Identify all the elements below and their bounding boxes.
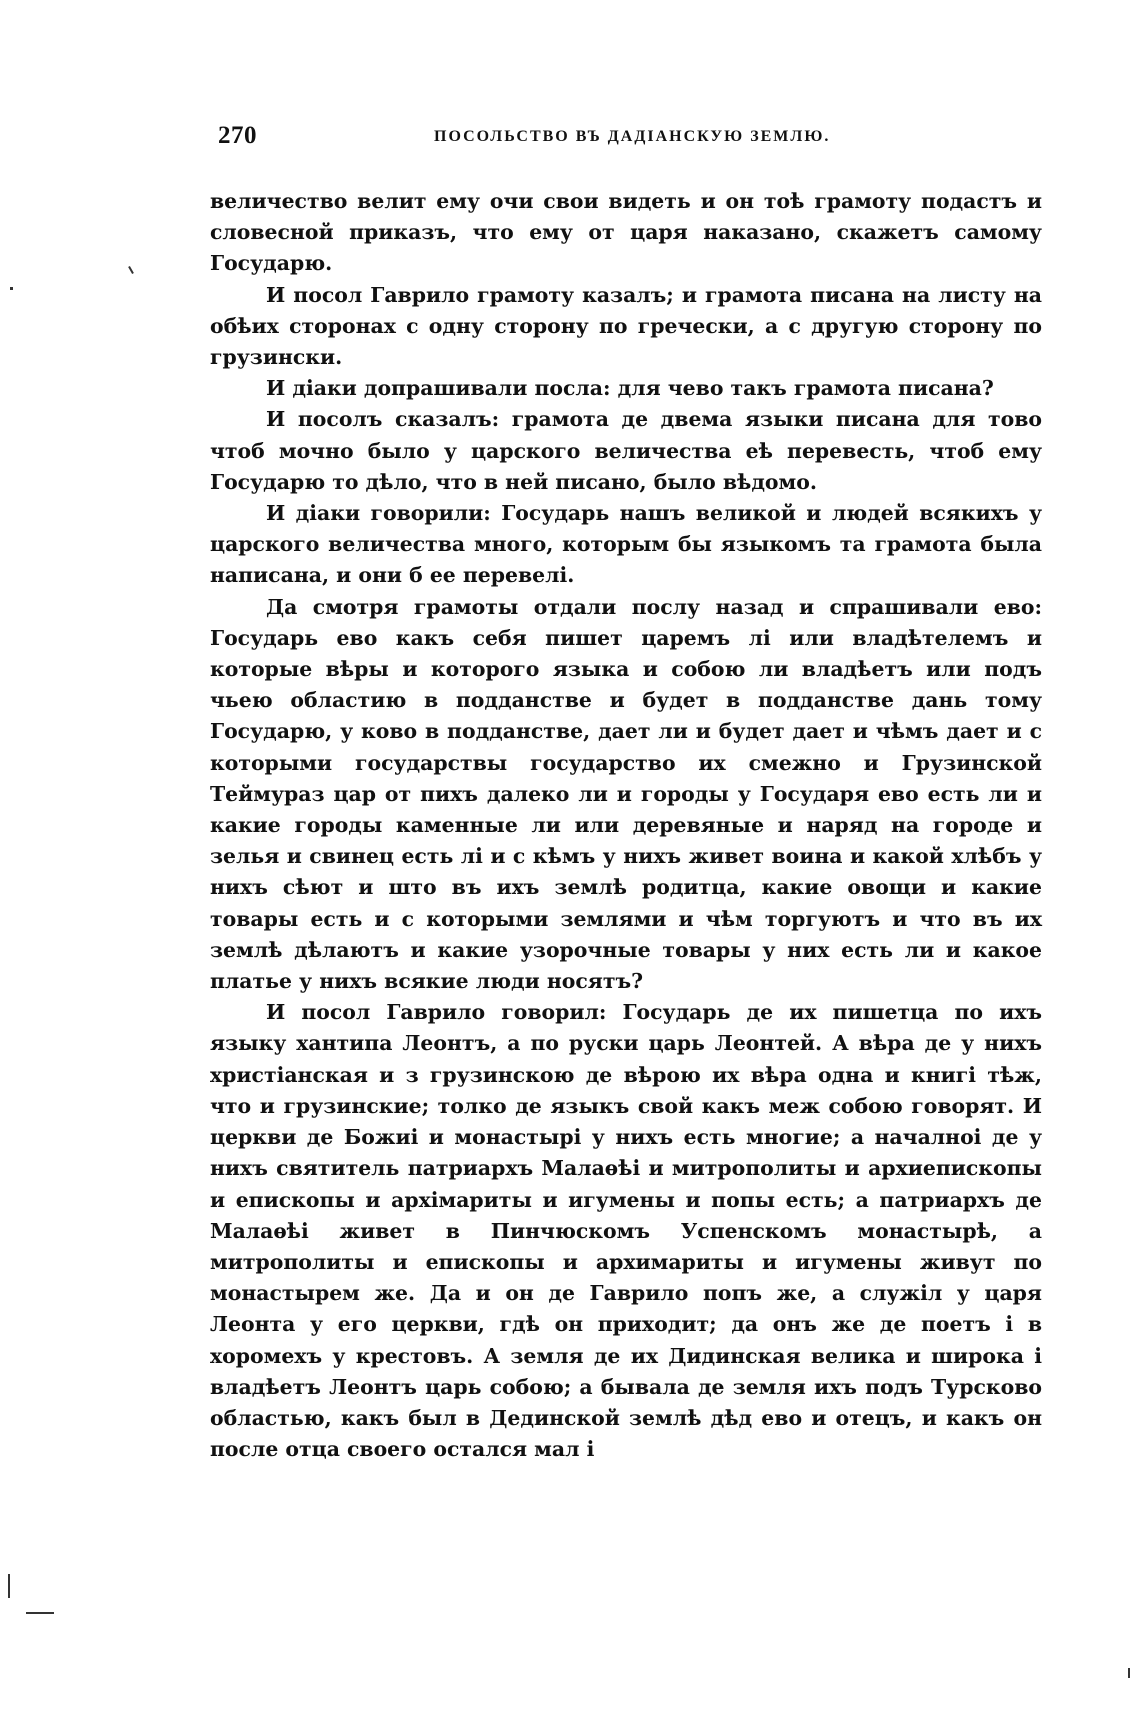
scan-speck <box>26 1612 54 1614</box>
scan-speck <box>8 1574 10 1598</box>
page-body <box>210 186 1042 1465</box>
scan-speck <box>1128 1668 1130 1678</box>
paragraph-5: И діаки говорили: Государь нашъ великой и людей всякихъ у царского величества много, которым бы языкомъ та грамота была написана, и они б ее перевелі. <box>210 501 1042 588</box>
scan-speck <box>128 266 134 274</box>
paragraph-6: Да смотря грамоты отдали послу назад и спрашивали ево: Государь ево какъ себя пишет царемъ лі или владѣтелемъ и которые вѣры и которого языка и собою ли владѣетъ или подъ чьею областию в подданстве и будет в подданстве дань тому Государю, у ково в подданстве, дает ли и будет дает и чѣмъ дает и с которыми государствы государство их смежно и Грузинской Теймураз цар от пихъ далеко ли и городы у Государя ево есть ли и какие городы каменные ли или деревяные и наряд на городе и зелья и свинец есть лі и с кѣмъ у нихъ живет воина и какой хлѣбъ у нихъ сѣют и што въ ихъ землѣ родитца, какие овощи и какие товары есть и с которыми землями и чѣм торгуютъ и что въ их землѣ дѣлаютъ и какие узорочные товары у них есть ли и какое платье у нихъ всякие люди носятъ? <box>210 594 1042 994</box>
paragraph-4: И посолъ сказалъ: грамота де двема языки писана для тово чтоб мочно было у царского величества еѣ перевесть, чтоб ему Государю то дѣло, что в ней писано, было вѣдомо. <box>210 407 1042 494</box>
running-head: ПОСОЛЬСТВО ВЪ ДАДІАНСКУЮ ЗЕМЛЮ. <box>434 128 831 145</box>
scan-speck <box>10 287 13 290</box>
page-number: 270 <box>218 122 257 149</box>
paragraph-3: И діаки допрашивали посла: для чево такъ грамота писана? <box>266 376 994 401</box>
paragraph-1: величество велит ему очи свои видеть и он тоѣ грамоту подастъ и словесной приказъ, что ему от царя наказано, скажетъ самому Государю. <box>210 189 1042 276</box>
page-header <box>218 122 1038 162</box>
paragraph-2: И посол Гаврило грамоту казалъ; и грамота писана на листу на обѣих сторонах с одну сторону по гречески, а с другую сторону по грузински. <box>210 282 1042 370</box>
paragraph-7: И посол Гаврило говорил: Государь де их пишетца по ихъ языку хантипа Леонтъ, а по руски царь Леонтей. А вѣра де у нихъ христіанская и з грузинскою де вѣрою их вѣра одна и книгі тѣж, что и грузинские; толко де языкъ свой какъ меж собою говорят. И церкви де Божиі и монастырі у нихъ есть многие; а началноі де у нихъ святитель патриархъ Малаѳѣі и митрополиты и архиепископы и епископы и архімариты и игумены и попы есть; а патриархъ де Малаѳѣі живет в Пинчюскомъ Успенскомъ монастырѣ, а митрополиты и епископы и архимариты и игумены живут по монастырем же. Да и он де Гаврило попъ же, а служіл у царя Леонта у его церкви, гдѣ он приходит; да онъ же де поетъ і в хоромехъ у крестовъ. А земля де их Дидинская велика и широка і владѣетъ Леонтъ царь собою; а бывала де земля ихъ подъ Турсково областью, какъ был в Дединской землѣ дѣд ево и отецъ, и какъ он после отца своего остался мал і <box>210 1000 1042 1462</box>
